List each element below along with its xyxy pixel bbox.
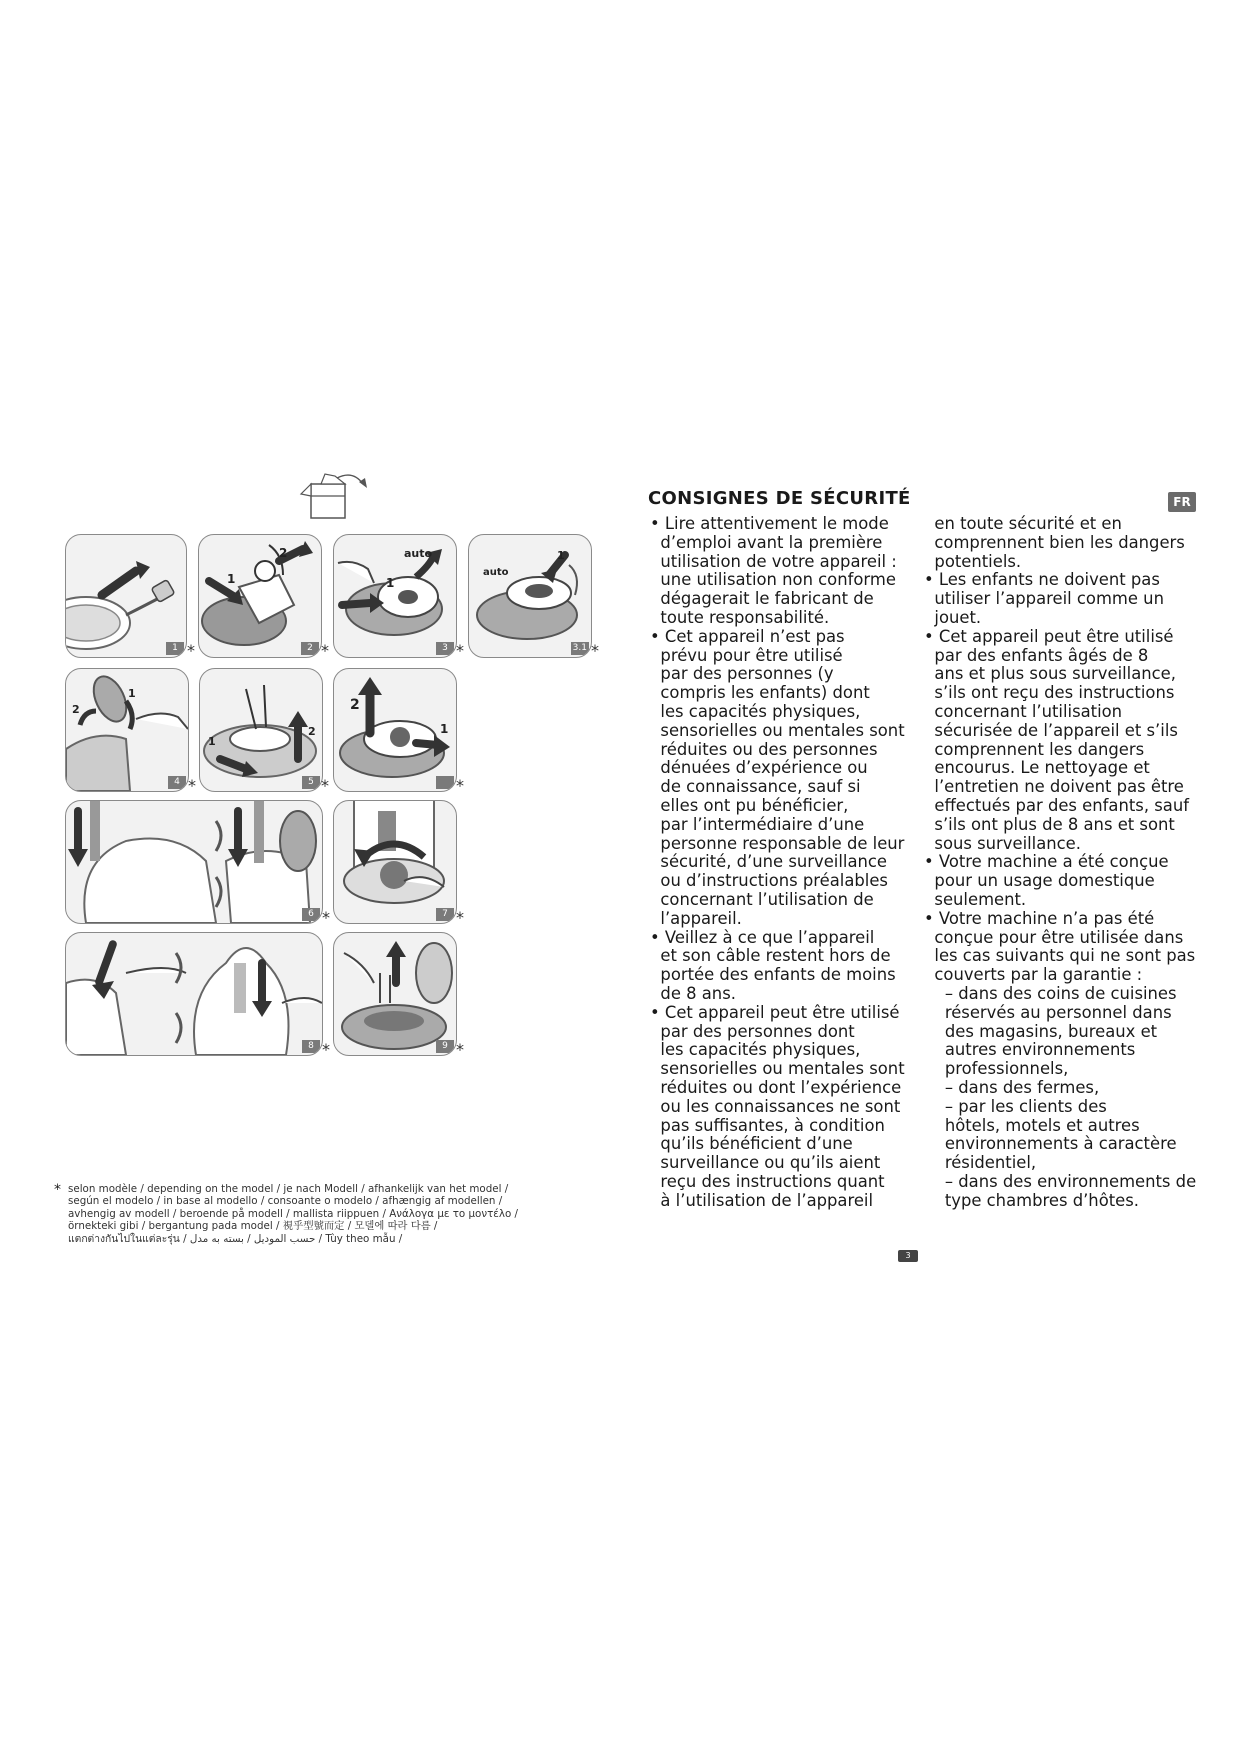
safety-line: – dans des environnements de	[924, 1171, 1197, 1191]
safety-line: ans et plus sous surveillance,	[924, 664, 1176, 684]
step-star: *	[456, 776, 464, 795]
safety-line: pas suffisantes, à condition	[650, 1115, 885, 1135]
safety-line: • Cet appareil peut être utilisé	[650, 1002, 900, 1022]
safety-line: une utilisation non conforme	[650, 570, 896, 590]
lid-tilt-illustration	[66, 669, 188, 791]
auto-label: auto	[404, 547, 433, 560]
step-number: 3.1	[572, 643, 587, 653]
safety-line: conçue pour être utilisée dans	[924, 927, 1184, 947]
page-number: 3	[898, 1250, 918, 1262]
step-number: 1	[166, 642, 184, 655]
step-panel-6	[65, 800, 323, 924]
footnote-star: *	[54, 1182, 61, 1198]
safety-line: type chambres d’hôtes.	[924, 1190, 1139, 1210]
footnote	[68, 1183, 538, 1245]
step-star: *	[322, 908, 330, 927]
safety-line: utiliser l’appareil comme un	[924, 589, 1164, 609]
footnote-line: según el modelo / in base al modello / consoante o modelo / afhængig af modellen /	[68, 1195, 503, 1208]
step-number	[436, 776, 454, 789]
page-title: CONSIGNES DE SÉCURITÉ	[648, 488, 911, 509]
safety-line: • Les enfants ne doivent pas	[924, 570, 1160, 590]
safety-line: de 8 ans.	[650, 983, 736, 1003]
safety-line: elles ont pu bénéficier,	[650, 795, 849, 815]
safety-line: portée des enfants de moins	[650, 965, 896, 985]
label-2: 2	[279, 546, 288, 560]
safety-line: en toute sécurité et en	[924, 514, 1122, 533]
safety-line: l’entretien ne doivent pas être	[924, 777, 1184, 797]
step-panel-5b	[333, 668, 457, 792]
safety-line: les capacités physiques,	[650, 1040, 861, 1060]
safety-line: comprennent bien les dangers	[924, 532, 1185, 552]
safety-line: pour un usage domestique	[924, 871, 1155, 891]
step-number: 6	[302, 908, 320, 921]
step-star: *	[187, 641, 195, 660]
safety-line: toute responsabilité.	[650, 607, 830, 627]
safety-line: sécurité, d’une surveillance	[650, 852, 887, 872]
safety-line: surveillance ou qu’ils aient	[650, 1153, 881, 1173]
safety-line: – dans des fermes,	[924, 1077, 1100, 1097]
lid-open-illustration	[199, 535, 321, 657]
safety-line: d’emploi avant la première	[650, 532, 883, 552]
safety-line: qu’ils bénéficient d’une	[650, 1134, 853, 1154]
svg-text:1: 1	[208, 735, 216, 748]
safety-line: environnements à caractère	[924, 1134, 1177, 1154]
safety-line: à l’utilisation de l’appareil	[650, 1190, 874, 1210]
safety-line: couverts par la garantie :	[924, 965, 1143, 985]
safety-line: par des enfants âgés de 8	[924, 645, 1149, 665]
safety-line: effectués par des enfants, sauf	[924, 795, 1189, 815]
safety-line: sensorielles ou mentales sont	[650, 720, 905, 740]
lid-auto-illustration	[334, 535, 456, 657]
safety-line: réservés au personnel dans	[924, 1002, 1172, 1022]
step-number: 2	[301, 642, 319, 655]
safety-line: • Votre machine a été conçue	[924, 852, 1169, 872]
safety-line: ou d’instructions préalables	[650, 871, 888, 891]
safety-line: concernant l’utilisation	[924, 701, 1123, 721]
safety-line: personne responsable de leur	[650, 833, 905, 853]
step-number: 9	[436, 1040, 454, 1053]
safety-line: les cas suivants qui ne sont pas	[924, 946, 1196, 966]
safety-line: • Veillez à ce que l’appareil	[650, 927, 875, 947]
step-star: *	[456, 1040, 464, 1059]
step-number: 3	[436, 642, 454, 655]
step-star: *	[456, 908, 464, 927]
step-number: 7	[436, 908, 454, 921]
safety-line: les capacités physiques,	[650, 701, 861, 721]
step-star: *	[321, 641, 329, 660]
safety-line: – par les clients des	[924, 1096, 1107, 1116]
safety-line: concernant l’utilisation de	[650, 889, 874, 909]
svg-text:2: 2	[72, 703, 80, 716]
safety-line: des magasins, bureaux et	[924, 1021, 1158, 1041]
footnote-line: avhengig av modell / beroende på modell / mallista riippuen / Ανάλογα με το μοντέλο /	[68, 1207, 518, 1220]
safety-line: encourus. Le nettoyage et	[924, 758, 1150, 778]
safety-line: résidentiel,	[924, 1153, 1037, 1173]
safety-line: potentiels.	[924, 551, 1022, 571]
safety-line: – dans des coins de cuisines	[924, 983, 1177, 1003]
safety-line: jouet.	[924, 607, 982, 627]
svg-text:1: 1	[557, 549, 565, 562]
safety-line: sous surveillance.	[924, 833, 1081, 853]
safety-line: l’appareil.	[650, 908, 742, 928]
svg-text:auto: auto	[483, 567, 509, 578]
safety-line: dégagerait le fabricant de	[650, 589, 874, 609]
switch-on-illustration	[66, 933, 322, 1055]
step-panel-1	[65, 534, 187, 658]
safety-line: par l’intermédiaire d’une	[650, 814, 865, 834]
label-1: 1	[227, 572, 236, 586]
safety-line: • Cet appareil n’est pas	[650, 626, 845, 646]
safety-line: • Cet appareil peut être utilisé	[924, 626, 1174, 646]
language-badge: FR	[1168, 492, 1196, 512]
safety-line: s’ils ont plus de 8 ans et sont	[924, 814, 1175, 834]
unpack-box-icon	[295, 472, 375, 522]
safety-line: • Votre machine n’a pas été	[924, 908, 1155, 928]
step-panel-2	[198, 534, 322, 658]
svg-text:1: 1	[386, 576, 395, 590]
safety-line: comprennent les dangers	[924, 739, 1145, 759]
safety-line: ou les connaissances ne sont	[650, 1096, 901, 1116]
step-panel-3	[333, 534, 457, 658]
safety-line: dénuées d’expérience ou	[650, 758, 868, 778]
step-panel-8	[65, 932, 323, 1056]
step-panel-3-1	[468, 534, 592, 658]
footnote-line: แตกต่างกันไปในแต่ละรุ่น / حسب الموديل / بسته به مدل / Tùy theo mẫu /	[68, 1232, 403, 1245]
step-number: 5	[302, 776, 320, 789]
safety-line: prévu pour être utilisé	[650, 645, 843, 665]
lid-auto-press-illustration	[469, 535, 591, 657]
svg-text:2: 2	[350, 697, 360, 713]
step-star: *	[322, 1040, 330, 1059]
kettle-base-cord-illustration	[66, 535, 186, 657]
safety-line: et son câble restent hors de	[650, 946, 891, 966]
safety-line: professionnels,	[924, 1059, 1069, 1079]
step-panel-9	[333, 932, 457, 1056]
step-number: 8	[302, 1040, 320, 1053]
descale-filter-illustration	[334, 933, 456, 1055]
step-number: 4	[168, 776, 186, 789]
step-star: *	[591, 641, 599, 660]
safety-line: compris les enfants) dont	[650, 683, 870, 703]
step-star: *	[456, 641, 464, 660]
step-star: *	[188, 776, 196, 795]
safety-column-1	[650, 514, 905, 1210]
step-star: *	[321, 776, 329, 795]
safety-column-2	[924, 514, 1197, 1210]
svg-text:1: 1	[128, 687, 136, 700]
step-panel-4	[65, 668, 189, 792]
safety-line: réduites ou dont l’expérience	[650, 1077, 902, 1097]
footnote-line: örnekteki gibi / bergantung pada model / 視乎型號而定 / 모델에 따라 다름 /	[68, 1220, 438, 1233]
svg-text:2: 2	[308, 725, 316, 738]
safety-line: autres environnements	[924, 1040, 1136, 1060]
safety-line: s’ils ont reçu des instructions	[924, 683, 1175, 703]
safety-line: par des personnes dont	[650, 1021, 855, 1041]
filter-remove-illustration	[200, 669, 322, 791]
safety-line: par des personnes (y	[650, 664, 834, 684]
safety-line: hôtels, motels et autres	[924, 1115, 1140, 1135]
safety-line: sécurisée de l’appareil et s’ils	[924, 720, 1178, 740]
svg-text:1: 1	[440, 722, 449, 736]
safety-line: de connaissance, sauf si	[650, 777, 861, 797]
lid-lift-illustration	[334, 669, 456, 791]
safety-line: réduites ou des personnes	[650, 739, 878, 759]
footnote-line: selon modèle / depending on the model / je nach Modell / afhankelijk van het model /	[68, 1183, 509, 1195]
step-panel-7	[333, 800, 457, 924]
fill-water-illustration	[66, 801, 322, 923]
rotate-base-illustration	[334, 801, 456, 923]
safety-line: sensorielles ou mentales sont	[650, 1059, 905, 1079]
step-panel-5	[199, 668, 323, 792]
safety-line: • Lire attentivement le mode	[650, 514, 889, 533]
safety-line: utilisation de votre appareil :	[650, 551, 897, 571]
safety-line: reçu des instructions quant	[650, 1171, 885, 1191]
safety-line: seulement.	[924, 889, 1027, 909]
